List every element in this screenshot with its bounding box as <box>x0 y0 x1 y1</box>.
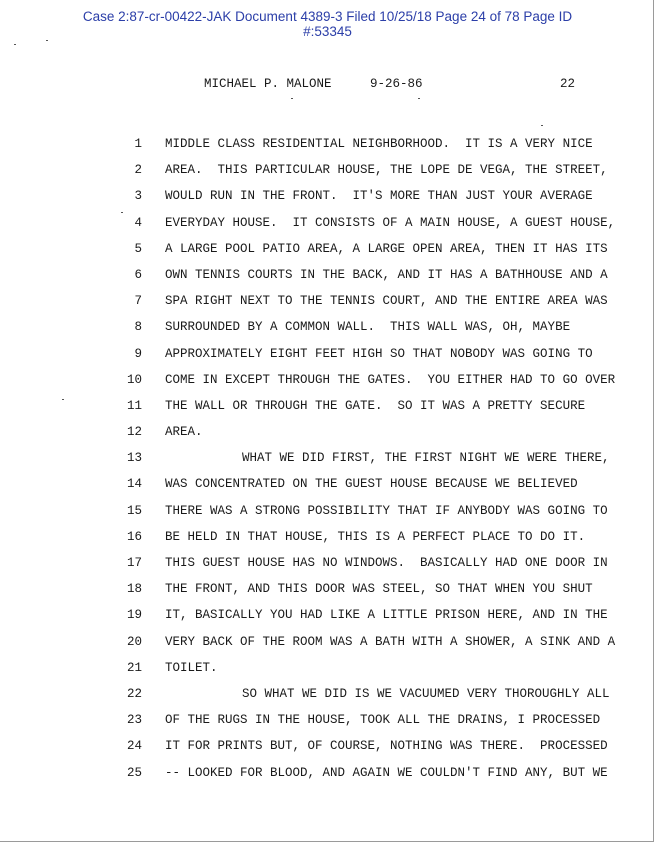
transcript-line <box>0 372 655 398</box>
transcript-page-number: 22 <box>560 77 576 91</box>
transcript-line <box>0 529 655 555</box>
line-number: 17 <box>126 556 142 570</box>
transcript-line <box>0 555 655 581</box>
transcript-line <box>0 424 655 450</box>
line-number: 2 <box>134 163 142 178</box>
line-text: A LARGE POOL PATIO AREA, A LARGE OPEN AREA, THEN IT HAS ITS <box>165 241 608 256</box>
line-number: 16 <box>126 529 142 544</box>
line-text: IT, BASICALLY YOU HAD LIKE A LITTLE PRISON HERE, AND IN THE <box>165 608 608 623</box>
line-text: SURROUNDED BY A COMMON WALL. THIS WALL WAS, OH, MAYBE <box>165 320 571 335</box>
line-text: THIS GUEST HOUSE HAS NO WINDOWS. BASICALLY HAD ONE DOOR IN <box>165 556 608 570</box>
line-text: AREA. THIS PARTICULAR HOUSE, THE LOPE DE VEGA, THE STREET, <box>165 163 608 178</box>
transcript-line <box>0 660 655 686</box>
transcript-line <box>0 267 655 293</box>
line-text: THE FRONT, AND THIS DOOR WAS STEEL, SO THAT WHEN YOU SHUT <box>165 582 593 597</box>
scan-speck <box>291 98 293 99</box>
line-number: 19 <box>126 608 142 623</box>
line-text: MIDDLE CLASS RESIDENTIAL NEIGHBORHOOD. IT IS A VERY NICE <box>165 137 593 151</box>
transcript-line <box>0 686 655 712</box>
line-number: 4 <box>134 215 142 230</box>
scan-speck <box>46 40 48 41</box>
transcript-line <box>0 581 655 607</box>
transcript-line <box>0 346 655 372</box>
transcript-line <box>0 607 655 633</box>
scan-speck <box>541 125 543 126</box>
line-number: 20 <box>126 634 142 649</box>
line-number: 13 <box>126 451 142 466</box>
line-text: THERE WAS A STRONG POSSIBILITY THAT IF ANYBODY WAS GOING TO <box>165 503 608 518</box>
transcript-line <box>0 293 655 319</box>
transcript-line <box>0 634 655 660</box>
transcript-line <box>0 319 655 345</box>
line-text: WHAT WE DID FIRST, THE FIRST NIGHT WE WERE THERE, <box>242 451 610 466</box>
line-number: 23 <box>126 713 142 728</box>
line-number: 22 <box>126 686 142 701</box>
transcript-line <box>0 476 655 502</box>
line-number: 3 <box>134 189 142 204</box>
transcript-line <box>0 738 655 764</box>
transcript-line <box>0 188 655 214</box>
line-number: 24 <box>126 739 142 754</box>
transcript-line <box>0 765 655 791</box>
case-header-line-2: #:53345 <box>303 24 352 39</box>
scan-speck <box>418 98 420 99</box>
line-number: 14 <box>126 477 142 492</box>
line-text: SO WHAT WE DID IS WE VACUUMED VERY THOROUGHLY ALL <box>242 686 610 701</box>
line-text: -- LOOKED FOR BLOOD, AND AGAIN WE COULDN'T FIND ANY, BUT WE <box>165 765 608 780</box>
line-text: IT FOR PRINTS BUT, OF COURSE, NOTHING WAS THERE. PROCESSED <box>165 739 608 754</box>
line-text: THE WALL OR THROUGH THE GATE. SO IT WAS A PRETTY SECURE <box>165 398 586 413</box>
line-number: 1 <box>134 137 142 151</box>
line-text: TOILET. <box>165 660 218 675</box>
transcript-line <box>0 398 655 424</box>
line-text: EVERYDAY HOUSE. IT CONSISTS OF A MAIN HOUSE, A GUEST HOUSE, <box>165 215 616 230</box>
line-number: 11 <box>126 398 142 413</box>
line-number: 7 <box>134 294 142 309</box>
case-filing-header <box>0 9 655 39</box>
transcript-line <box>0 712 655 738</box>
line-text: AREA. <box>165 425 203 440</box>
transcript-running-head <box>0 77 655 93</box>
line-number: 5 <box>134 241 142 256</box>
line-number: 15 <box>126 503 142 518</box>
line-text: OWN TENNIS COURTS IN THE BACK, AND IT HAS A BATHHOUSE AND A <box>165 267 608 282</box>
transcript-line <box>0 503 655 529</box>
transcript-date: 9-26-86 <box>370 77 423 91</box>
line-text: OF THE RUGS IN THE HOUSE, TOOK ALL THE DRAINS, I PROCESSED <box>165 713 601 728</box>
line-number: 9 <box>134 346 142 361</box>
line-text: COME IN EXCEPT THROUGH THE GATES. YOU EITHER HAD TO GO OVER <box>165 372 616 387</box>
scan-speck <box>14 44 16 45</box>
line-number: 25 <box>126 765 142 780</box>
transcript-line <box>0 450 655 476</box>
line-number: 6 <box>134 267 142 282</box>
line-text: WOULD RUN IN THE FRONT. IT'S MORE THAN JUST YOUR AVERAGE <box>165 189 593 204</box>
transcript-line <box>0 215 655 241</box>
case-header-line-1: Case 2:87-cr-00422-JAK Document 4389-3 Filed 10/25/18 Page 24 of 78 Page ID <box>82 9 573 24</box>
transcript-line <box>0 162 655 188</box>
line-text: VERY BACK OF THE ROOM WAS A BATH WITH A SHOWER, A SINK AND A <box>165 634 616 649</box>
line-number: 8 <box>134 320 142 335</box>
line-text: SPA RIGHT NEXT TO THE TENNIS COURT, AND THE ENTIRE AREA WAS <box>165 294 608 309</box>
line-text: WAS CONCENTRATED ON THE GUEST HOUSE BECAUSE WE BELIEVED <box>165 477 578 492</box>
line-text: BE HELD IN THAT HOUSE, THIS IS A PERFECT PLACE TO DO IT. <box>165 529 586 544</box>
line-number: 12 <box>126 425 142 440</box>
transcript-line <box>0 241 655 267</box>
transcript-body <box>0 136 655 791</box>
transcript-line <box>0 136 655 162</box>
line-number: 18 <box>126 582 142 597</box>
line-number: 10 <box>126 372 142 387</box>
witness-name: MICHAEL P. MALONE <box>204 77 332 91</box>
line-number: 21 <box>126 660 142 675</box>
line-text: APPROXIMATELY EIGHT FEET HIGH SO THAT NOBODY WAS GOING TO <box>165 346 593 361</box>
